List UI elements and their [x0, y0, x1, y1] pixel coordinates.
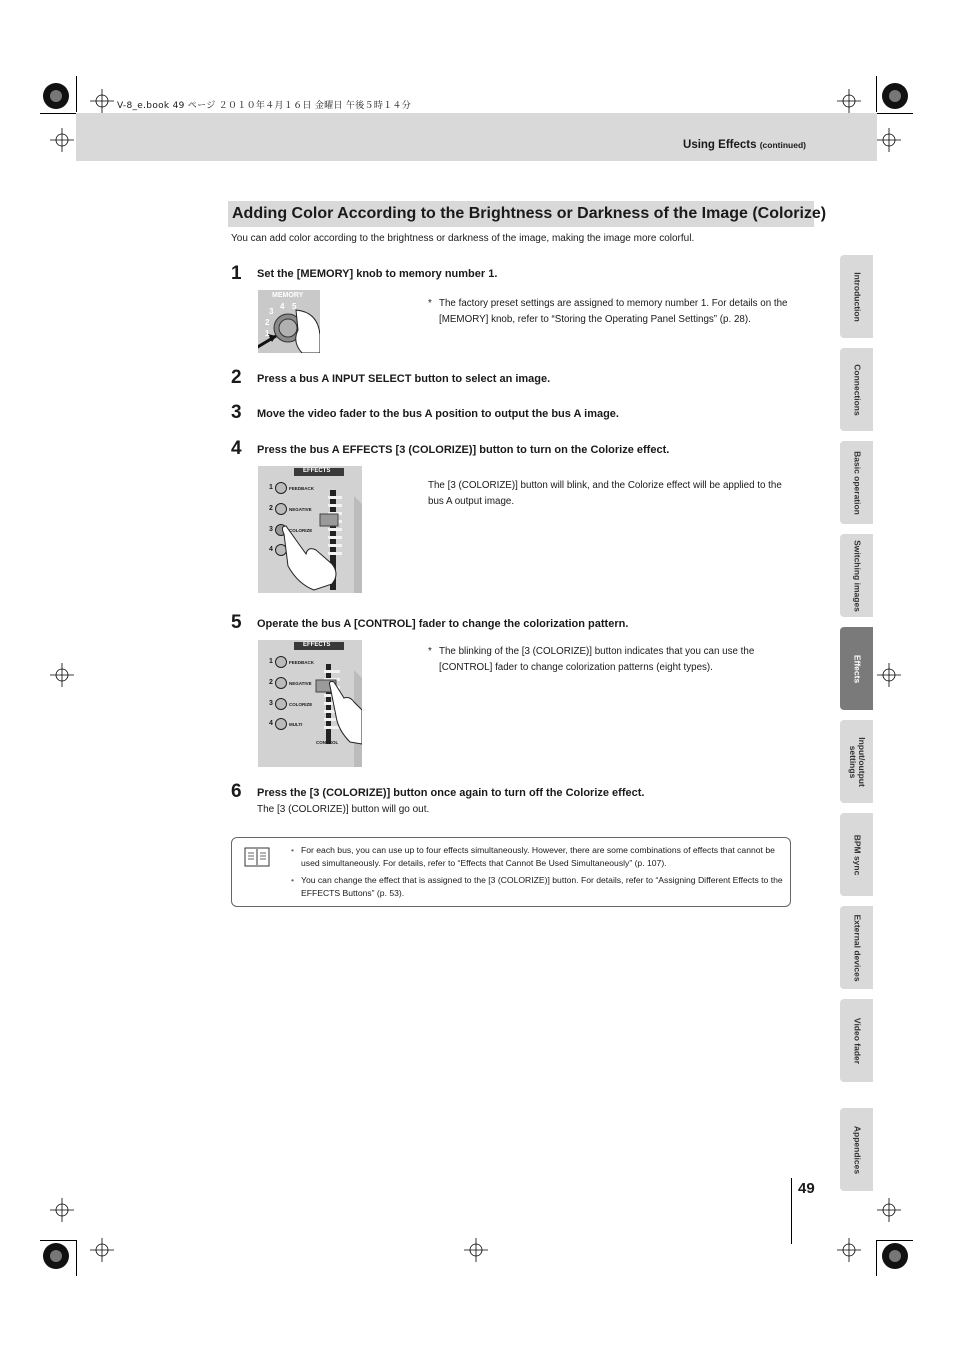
side-tab-label: Input/output settings	[847, 736, 867, 787]
effect-button-number: 4	[269, 546, 273, 553]
step-number: 6	[231, 781, 242, 802]
effect-button-number: 1	[269, 658, 273, 665]
effects-label: EFFECTS	[303, 642, 331, 648]
running-head-title: Using Effects	[683, 139, 757, 151]
side-tab-label: External devices	[852, 913, 862, 982]
memo-item: • You can change the effect that is assigned to the [3 (COLORIZE)] button. For details, refer to “Assigning Different Effects to the EFFECTS Buttons” (p. 53).	[291, 874, 783, 900]
side-tab-effects[interactable]	[840, 627, 873, 710]
step-text: Set the [MEMORY] knob to memory number 1.	[257, 268, 498, 280]
side-tab-label: Switching images	[852, 539, 862, 612]
page-number-rule	[791, 1178, 792, 1244]
effect-button-name: NEGATIVE	[289, 681, 312, 686]
effect-button-number: 2	[269, 505, 273, 512]
effect-button-name: COLORIZE	[289, 702, 313, 707]
effect-button-name: COLORIZE	[289, 528, 313, 533]
effect-button-name: MULTI	[289, 722, 303, 727]
side-tab-label: BPM sync	[852, 834, 862, 875]
memory-number: 4	[280, 302, 285, 311]
step-text: Operate the bus A [CONTROL] fader to change the colorization pattern.	[257, 618, 629, 630]
side-tab-basic-operation[interactable]	[840, 441, 873, 524]
running-head-suffix: (continued)	[759, 140, 806, 150]
step-text: Press the bus A EFFECTS [3 (COLORIZE)] button to turn on the Colorize effect.	[257, 444, 670, 456]
effect-button-number: 4	[269, 720, 273, 727]
page-number: 49	[798, 1180, 815, 1197]
memory-number: 5	[292, 302, 297, 311]
side-tab-input-output-settings[interactable]	[840, 720, 873, 803]
print-info: V-8_e.book 49 ページ ２０１０年４月１６日 金曜日 午後５時１４分	[117, 101, 412, 111]
step-number: 1	[231, 263, 242, 284]
step-number: 2	[231, 367, 242, 388]
step1-note: * The factory preset settings are assigned to memory number 1. For details on the [MEMORY] knob, refer to “Storing the Operating Panel Settings” (p. 28).	[428, 296, 796, 327]
effect-button-name: FEEDBACK	[289, 660, 315, 665]
running-head	[683, 139, 806, 151]
side-tab-video-fader[interactable]	[840, 999, 873, 1082]
step6-note: The [3 (COLORIZE)] button will go out.	[257, 804, 430, 815]
side-tab-label: Effects	[852, 654, 862, 683]
step-text: Press a bus A INPUT SELECT button to select an image.	[257, 373, 551, 385]
control-label: CONTROL	[316, 740, 339, 745]
effect-button-number: 3	[269, 526, 273, 533]
memo-item: • For each bus, you can use up to four effects simultaneously. However, there are some combinations of effects that cannot be used simultaneously. For details, refer to “Effects that Cannot Be Used Simultaneously” (p. 107).	[291, 844, 783, 870]
step-number: 3	[231, 402, 242, 423]
section-title: Adding Color According to the Brightness or Darkness of the Image (Colorize)	[228, 201, 814, 227]
effects-panel-illustration-control	[258, 640, 362, 767]
memory-number: 2	[265, 318, 270, 327]
header-band	[76, 113, 877, 161]
effect-button-number: 2	[269, 679, 273, 686]
step-text: Press the [3 (COLORIZE)] button once again to turn off the Colorize effect.	[257, 787, 645, 799]
effect-button-name: NEGATIVE	[289, 507, 312, 512]
side-tab-label: Appendices	[852, 1125, 862, 1174]
effect-button-number: 1	[269, 484, 273, 491]
step-text: Move the video fader to the bus A position to output the bus A image.	[257, 408, 619, 420]
step4-note: The [3 (COLORIZE)] button will blink, and the Colorize effect will be applied to the bus A output image.	[428, 480, 782, 507]
memory-number: 1	[265, 329, 270, 338]
step5-note: * The blinking of the [3 (COLORIZE)] button indicates that you can use the [CONTROL] fader to change colorization patterns (eight types).	[428, 644, 796, 675]
side-tab-connections[interactable]	[840, 348, 873, 431]
effects-panel-illustration-colorize	[258, 466, 362, 593]
memo-box	[231, 837, 791, 907]
effect-button-number: 3	[269, 700, 273, 707]
step-number: 4	[231, 438, 242, 459]
side-tab-label: Connections	[852, 363, 862, 416]
side-tab-introduction[interactable]	[840, 255, 873, 338]
side-tab-label: Video fader	[852, 1017, 862, 1064]
side-tab-external-devices[interactable]	[840, 906, 873, 989]
effect-button-name: FEEDBACK	[289, 486, 315, 491]
memory-number: 3	[269, 307, 274, 316]
side-tab-appendices[interactable]	[840, 1108, 873, 1191]
side-tab-label: Introduction	[852, 271, 862, 322]
side-tab-bpm-sync[interactable]	[840, 813, 873, 896]
effects-label: EFFECTS	[303, 468, 331, 474]
side-tab-label: Basic operation	[852, 450, 862, 515]
section-intro: You can add color according to the brightness or darkness of the image, making the image more colorful.	[231, 233, 695, 244]
memory-knob-illustration	[258, 290, 320, 353]
memory-label: MEMORY	[272, 292, 304, 299]
side-tab-switching-images[interactable]	[840, 534, 873, 617]
book-icon	[244, 847, 270, 867]
step-number: 5	[231, 612, 242, 633]
